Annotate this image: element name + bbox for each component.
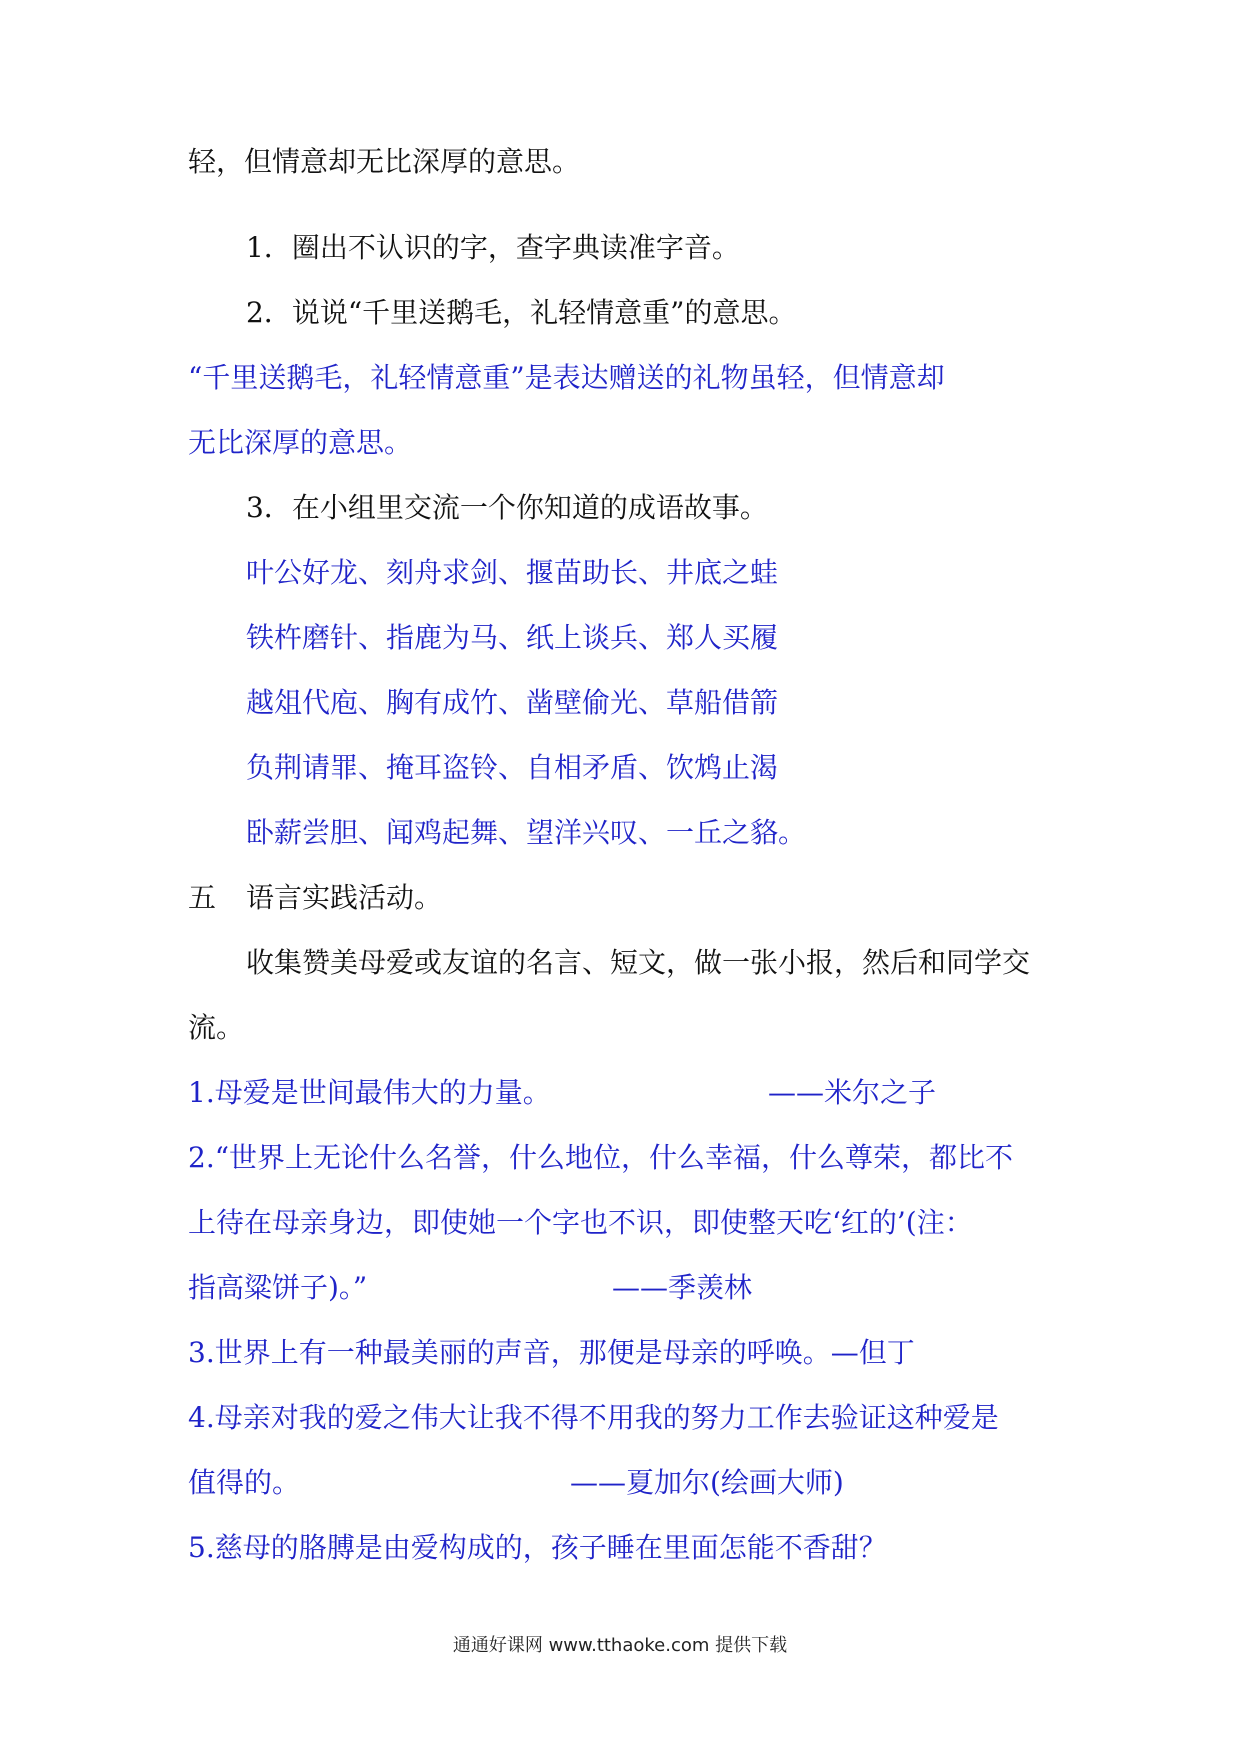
quote-4-line-1: 4.母亲对我的爱之伟大让我不得不用我的努力工作去验证这种爱是 (188, 1401, 999, 1434)
task-line-1: 收集赞美母爱或友谊的名言、短文，做一张小报，然后和同学交 (246, 946, 1031, 979)
quote-1-text: 1.母爱是世间最伟大的力量。 (188, 1076, 551, 1109)
idioms-line-3: 越俎代庖、胸有成竹、凿壁偷光、草船借箭 (246, 686, 779, 719)
quote-2-line-2: 上待在母亲身边，即使她一个字也不识，即使整天吃‘红的’(注： (188, 1206, 973, 1239)
quote-1-author: ——米尔之子 (768, 1076, 937, 1109)
quote-2-author: ——季羡林 (612, 1271, 753, 1304)
section-5-title: 语言实践活动。 (246, 881, 443, 914)
task-line-2: 流。 (188, 1011, 245, 1044)
quote-4-line-2: 值得的。 (188, 1466, 301, 1499)
quote-4-author: ——夏加尔(绘画大师) (570, 1466, 844, 1499)
idioms-line-5: 卧薪尝胆、闻鸡起舞、望洋兴叹、一丘之貉。 (246, 816, 807, 849)
question-1: 1．圈出不认识的字，查字典读准字音。 (246, 231, 740, 264)
footer-credit: 通通好课网 www.tthaoke.com 提供下载 (452, 1635, 788, 1656)
idioms-line-2: 铁杵磨针、指鹿为马、纸上谈兵、郑人买履 (246, 621, 779, 654)
intro-tail-line: 轻，但情意却无比深厚的意思。 (188, 145, 581, 178)
question-2: 2．说说“千里送鹅毛，礼轻情意重”的意思。 (246, 296, 797, 329)
quote-2-line-3: 指高粱饼子)。” (188, 1271, 368, 1304)
question-3: 3．在小组里交流一个你知道的成语故事。 (246, 491, 768, 524)
quote-5: 5.慈母的胳膊是由爱构成的，孩子睡在里面怎能不香甜？ (188, 1531, 887, 1564)
answer-2-line-1: “千里送鹅毛，礼轻情意重”是表达赠送的礼物虽轻，但情意却 (188, 361, 945, 394)
idioms-line-1: 叶公好龙、刻舟求剑、揠苗助长、井底之蛙 (246, 556, 779, 589)
quote-2-line-1: 2.“世界上无论什么名誉，什么地位，什么幸福，什么尊荣，都比不 (188, 1141, 1014, 1174)
quote-3: 3.世界上有一种最美丽的声音，那便是母亲的呼唤。—但丁 (188, 1336, 915, 1369)
idioms-line-4: 负荆请罪、掩耳盗铃、自相矛盾、饮鸩止渴 (246, 751, 779, 784)
answer-2-line-2: 无比深厚的意思。 (188, 426, 413, 459)
section-5-number: 五 (188, 881, 217, 914)
